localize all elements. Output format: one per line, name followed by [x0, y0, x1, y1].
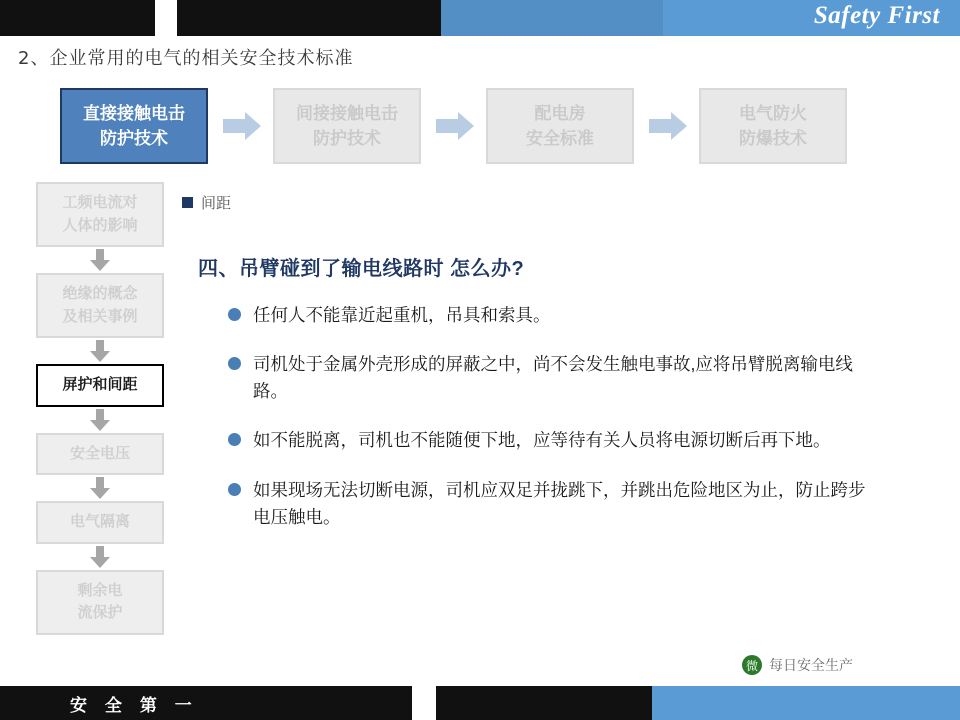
chain-item-3[interactable]	[36, 364, 164, 407]
legend	[182, 192, 231, 213]
flow-step-4-line2: 防爆技术	[739, 129, 807, 148]
flow-step-1[interactable]	[60, 88, 208, 164]
bullet-list	[228, 302, 868, 553]
flow-step-2-line2: 防护技术	[313, 129, 381, 148]
chain-arrow-4-icon	[36, 475, 164, 501]
bottom-segment-black-mid	[436, 686, 652, 720]
chain-item-6[interactable]	[36, 570, 164, 635]
content-title: 四、吊臂碰到了输电线路时 怎么办?	[198, 258, 525, 280]
chain-arrow-2-icon	[36, 338, 164, 364]
chain-item-4-line1: 安全电压	[69, 444, 130, 462]
flow-step-1-line2: 防护技术	[100, 129, 168, 148]
list-item	[228, 427, 868, 454]
banner-segment-black-left	[0, 0, 155, 36]
chain-arrow-5-icon	[36, 544, 164, 570]
section-heading: 2、企业常用的电气的相关安全技术标准	[18, 48, 354, 69]
bottom-segment-black-left	[0, 686, 412, 720]
chain-item-3-line1: 屏护和间距	[62, 376, 138, 393]
bottom-banner-text: 安 全 第 一	[70, 696, 198, 716]
flow-step-3-line2: 安全标准	[526, 129, 594, 148]
flow-step-3-line1: 配电房	[534, 103, 586, 123]
flow-arrow-3-icon	[649, 112, 687, 140]
bullet-text: 如不能脱离，司机也不能随便下地，应等待有关人员将电源切断后再下地。	[253, 430, 831, 451]
banner-segment-white-gap	[155, 0, 177, 36]
list-item	[228, 477, 868, 531]
chain-item-2-line2: 及相关事例	[62, 307, 138, 325]
wechat-icon: 微	[742, 655, 762, 675]
flow-arrow-1-icon	[223, 112, 261, 140]
bullet-dot-icon	[228, 483, 241, 496]
chain-item-4[interactable]	[36, 433, 164, 476]
chain-item-1-line2: 人体的影响	[62, 216, 138, 234]
flow-step-2-line1: 间接接触电击	[296, 103, 398, 123]
chain-item-2-line1: 绝缘的概念	[62, 285, 138, 302]
chain-item-6-line1: 剩余电	[77, 581, 123, 599]
bullet-dot-icon	[228, 433, 241, 446]
flow-step-1-line1: 直接接触电击	[83, 103, 185, 123]
flow-step-4-line1: 电气防火	[739, 103, 807, 123]
banner-segment-black-mid	[177, 0, 441, 36]
chain-item-5-line1: 电气隔离	[69, 513, 130, 530]
chain-item-2[interactable]	[36, 273, 164, 338]
wechat-label: 每日安全生产	[769, 657, 853, 673]
flow-step-4[interactable]	[699, 88, 847, 164]
bullet-dot-icon	[228, 357, 241, 370]
legend-marker-icon	[182, 197, 193, 208]
chain-item-6-line2: 流保护	[77, 604, 123, 621]
chain-item-1[interactable]	[36, 182, 164, 247]
top-flow-diagram	[60, 88, 890, 164]
list-item	[228, 351, 868, 405]
left-chain-nav	[36, 182, 164, 635]
wechat-watermark	[742, 655, 853, 675]
banner-segment-blue-dark	[441, 0, 663, 36]
chain-arrow-1-icon	[36, 247, 164, 273]
bottom-segment-blue	[652, 686, 960, 720]
legend-label: 间距	[201, 195, 232, 212]
flow-arrow-2-icon	[436, 112, 474, 140]
bullet-text: 司机处于金属外壳形成的屏蔽之中，尚不会发生触电事故,应将吊臂脱离输电线路。	[253, 354, 853, 402]
chain-item-5[interactable]	[36, 501, 164, 544]
bullet-text: 任何人不能靠近起重机，吊具和索具。	[253, 305, 551, 325]
list-item	[228, 302, 868, 329]
banner-title: Safety First	[813, 2, 940, 29]
chain-arrow-3-icon	[36, 407, 164, 433]
flow-step-2[interactable]	[273, 88, 421, 164]
flow-step-3[interactable]	[486, 88, 634, 164]
bullet-text: 如果现场无法切断电源，司机应双足并拢跳下，并跳出危险地区为止，防止跨步电压触电。	[253, 479, 866, 527]
bottom-banner	[0, 686, 960, 720]
chain-item-1-line1: 工频电流对	[62, 194, 138, 211]
bullet-dot-icon	[228, 308, 241, 321]
top-banner	[0, 0, 960, 36]
bottom-segment-white-gap	[412, 686, 436, 720]
